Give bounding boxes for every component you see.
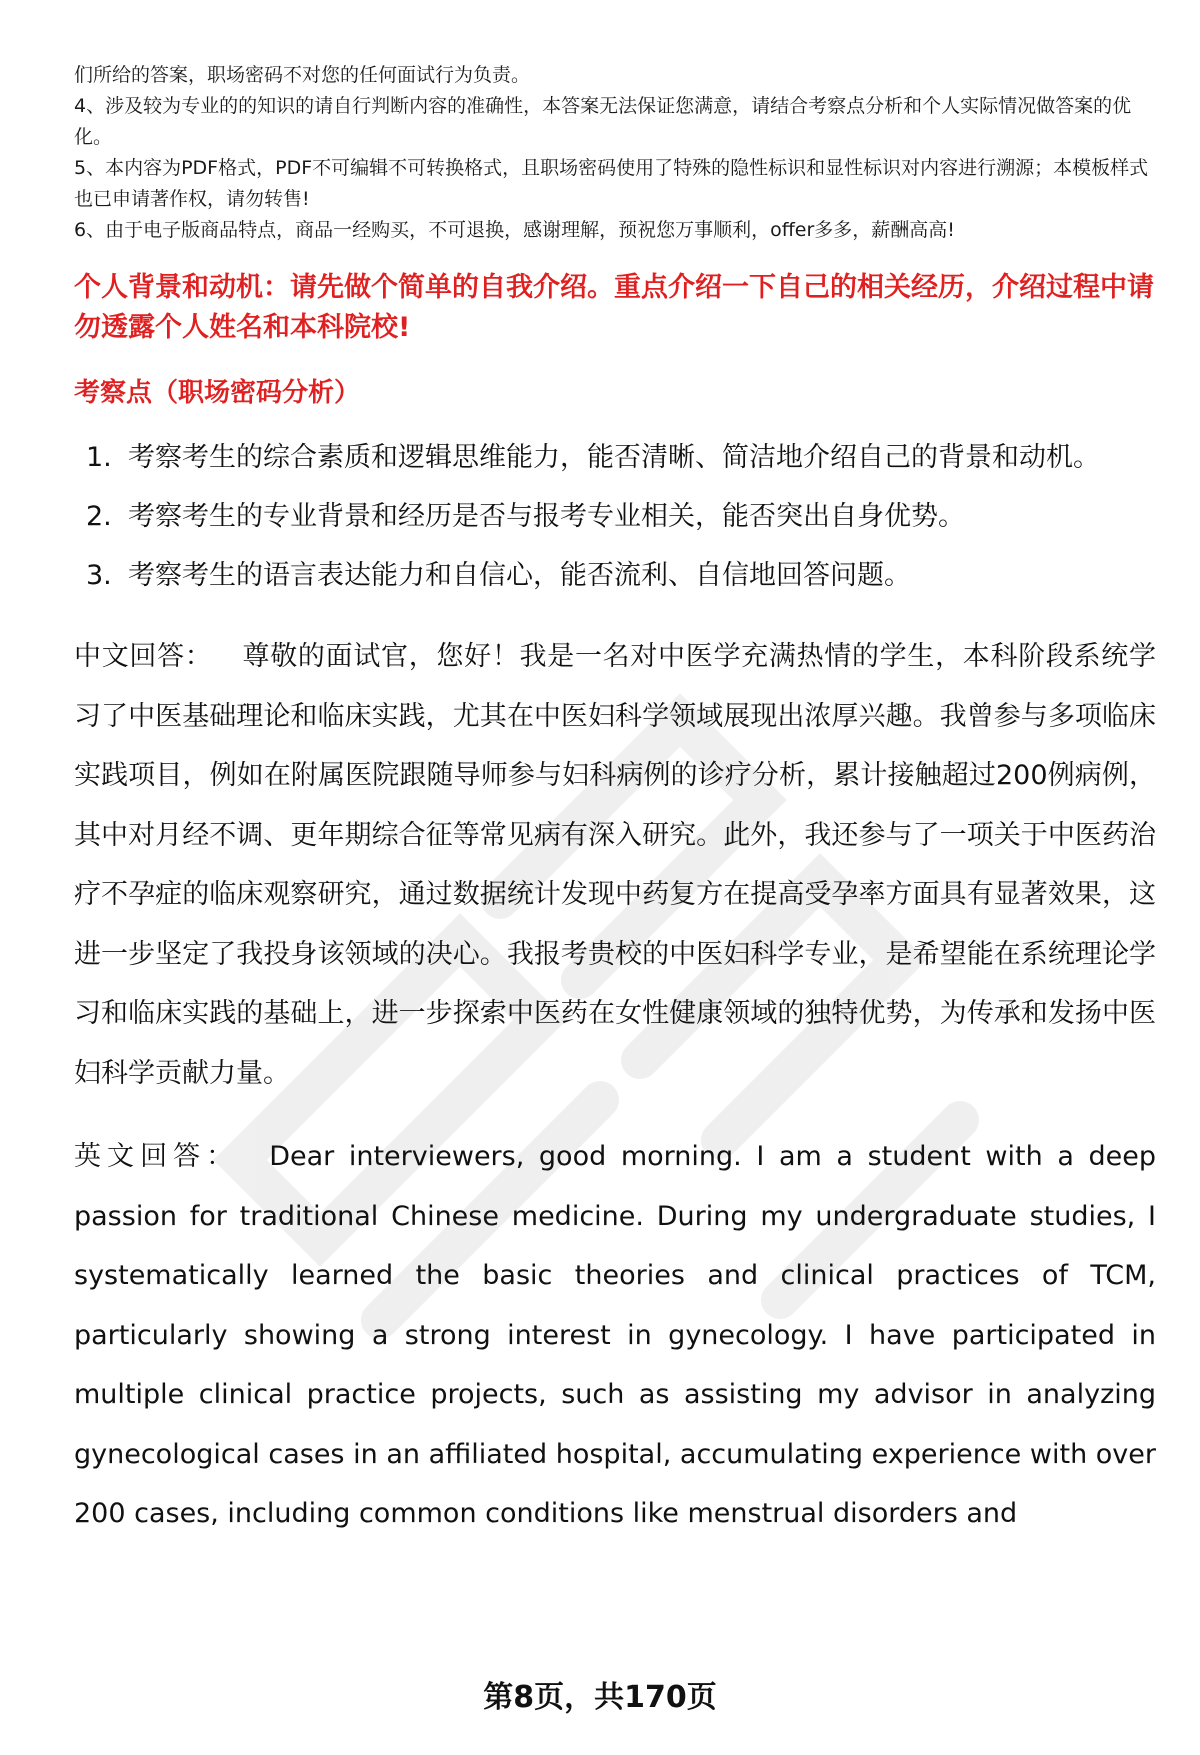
english-answer-label: 英文回答： [74, 1141, 240, 1172]
list-item [74, 487, 1156, 546]
notice-block [74, 60, 1156, 246]
list-text: 考察考生的综合素质和逻辑思维能力，能否清晰、简洁地介绍自己的背景和动机。 [128, 442, 1100, 473]
kpoint-title: 考察点（职场密码分析） [74, 378, 361, 408]
list-item [74, 428, 1156, 487]
kpoint-list [74, 428, 1156, 605]
chinese-answer [74, 627, 1156, 1103]
question-heading: 个人背景和动机：请先做个简单的自我介绍。重点介绍一下自己的相关经历，介绍过程中请勿透露个人姓名和本科院校! [74, 272, 1154, 343]
list-number: 3. [86, 560, 112, 591]
english-answer [74, 1127, 1156, 1544]
list-text: 考察考生的语言表达能力和自信心，能否流利、自信地回答问题。 [128, 560, 911, 591]
notice-line: 们所给的答案，职场密码不对您的任何面试行为负责。 [74, 64, 531, 86]
english-answer-text: Dear interviewers, good morning. I am a student with a deep passion for traditional Chinese medicine. During my undergraduate studies, I systematically learned the basic theories and clinical practices of TCM, particularly showing a strong interest in gynecology. I have participated in multiple clinical practice projects, such as assisting my advisor in analyzing gynecological cases in an affiliated hospital, accumulating experience with over 200 cases, including common conditions like menstrual disorders and [74, 1141, 1156, 1529]
notice-line: 4、涉及较为专业的的知识的请自行判断内容的准确性，本答案无法保证您满意，请结合考察点分析和个人实际情况做答案的优化。 [74, 95, 1132, 148]
list-number: 2. [86, 501, 112, 532]
list-number: 1. [86, 442, 112, 473]
chinese-answer-label: 中文回答： [74, 641, 213, 672]
page-number-footer: 第8页，共170页 [483, 1680, 717, 1715]
list-text: 考察考生的专业背景和经历是否与报考专业相关，能否突出自身优势。 [128, 501, 965, 532]
list-item [74, 546, 1156, 605]
notice-line: 6、由于电子版商品特点，商品一经购买，不可退换，感谢理解，预祝您万事顺利，offer多多，薪酬高高! [74, 219, 955, 241]
notice-line: 5、本内容为PDF格式，PDF不可编辑不可转换格式，且职场密码使用了特殊的隐性标识和显性标识对内容进行溯源；本模板样式也已申请著作权，请勿转售! [74, 157, 1149, 210]
chinese-answer-text: 尊敬的面试官，您好！我是一名对中医学充满热情的学生，本科阶段系统学习了中医基础理论和临床实践，尤其在中医妇科学领域展现出浓厚兴趣。我曾参与多项临床实践项目，例如在附属医院跟随导师参与妇科病例的诊疗分析，累计接触超过200例病例，其中对月经不调、更年期综合征等常见病有深入研究。此外，我还参与了一项关于中医药治疗不孕症的临床观察研究，通过数据统计发现中药复方在提高受孕率方面具有显著效果，这进一步坚定了我投身该领域的决心。我报考贵校的中医妇科学专业，是希望能在系统理论学习和临床实践的基础上，进一步探索中医药在女性健康领域的独特优势，为传承和发扬中医妇科学贡献力量。 [74, 641, 1157, 1089]
document-page [74, 60, 1156, 1544]
